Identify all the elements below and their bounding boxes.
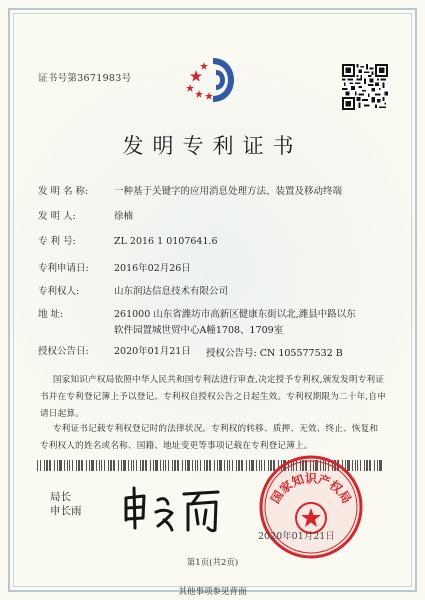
grant-number-value: CN 105577532 B [259,348,343,359]
director-name: 申长雨 [50,505,82,517]
patentee-label: 专利权人: [38,286,80,297]
address-row [38,308,356,321]
certificate-number: 证书号第3671983号 [38,73,132,84]
filing-date-label: 专利申请日: [38,263,89,274]
address-label: 地 址: [38,309,64,320]
page-number: 第1页(共2页) [186,558,239,568]
director-block [50,490,82,518]
grant-date-value: 2020年01月21日 [114,346,191,357]
statement-paragraph-2: 专利证书记载专利权登记时的法律状况。专利权的转移、质押、无效、终止、恢复和专利权人的姓名或名称、国籍、地址变更等事项记载在专利登记簿上。 [40,424,379,451]
statement-paragraph-1: 国家知识产权局依照中华人民共和国专利法进行审查,决定授予专利权,颁发发明专利证书并在专利登记簿上予以登记。专利权自授权公告之日起生效。专利权期限为二十年,自申请日起算。 [40,375,386,419]
patentee-value: 山东润达信息技术有限公司 [114,286,229,297]
director-signature-icon [118,480,226,540]
patent-number-row [38,235,218,248]
patent-number-label: 专 利 号: [38,236,76,247]
grant-date-label: 授权公告日: [38,346,89,357]
filing-date-value: 2016年02月26日 [114,263,191,274]
inventor-label: 发 明 人: [38,211,76,222]
address-line2: 软件园置城世贸中心A幢1708、1709室 [114,325,284,336]
inventor-row [38,210,133,223]
patentee-row [38,285,228,298]
patent-office-emblem-icon [182,48,244,110]
seal-text: 国家知识产权局 [268,471,354,506]
inventor-value: 徐楠 [114,211,134,222]
invention-name-value: 一种基于关键字的应用消息处理方法、装置及移动终端 [114,186,343,197]
invention-name-label: 发 明 名 称: [38,186,89,197]
official-seal-icon [256,452,366,562]
certificate-title: 发明专利证书 [122,134,303,158]
footer-note: 其他事项参见背面 [178,587,247,597]
filing-date-row [38,262,191,275]
patent-number-value: ZL 2016 1 0107641.6 [114,236,218,247]
director-title: 局长 [50,491,71,503]
address-line1: 261000 山东省潍坊市高新区健康东街以北,潍县中路以东 [114,309,356,320]
grant-number-group [206,345,343,359]
grant-number-label: 授权公告号: [206,348,257,359]
seal-date: 2020年01月21日 [258,531,335,542]
qr-code-icon [342,64,388,110]
grant-date-row [38,345,191,358]
invention-name-row [38,185,342,198]
